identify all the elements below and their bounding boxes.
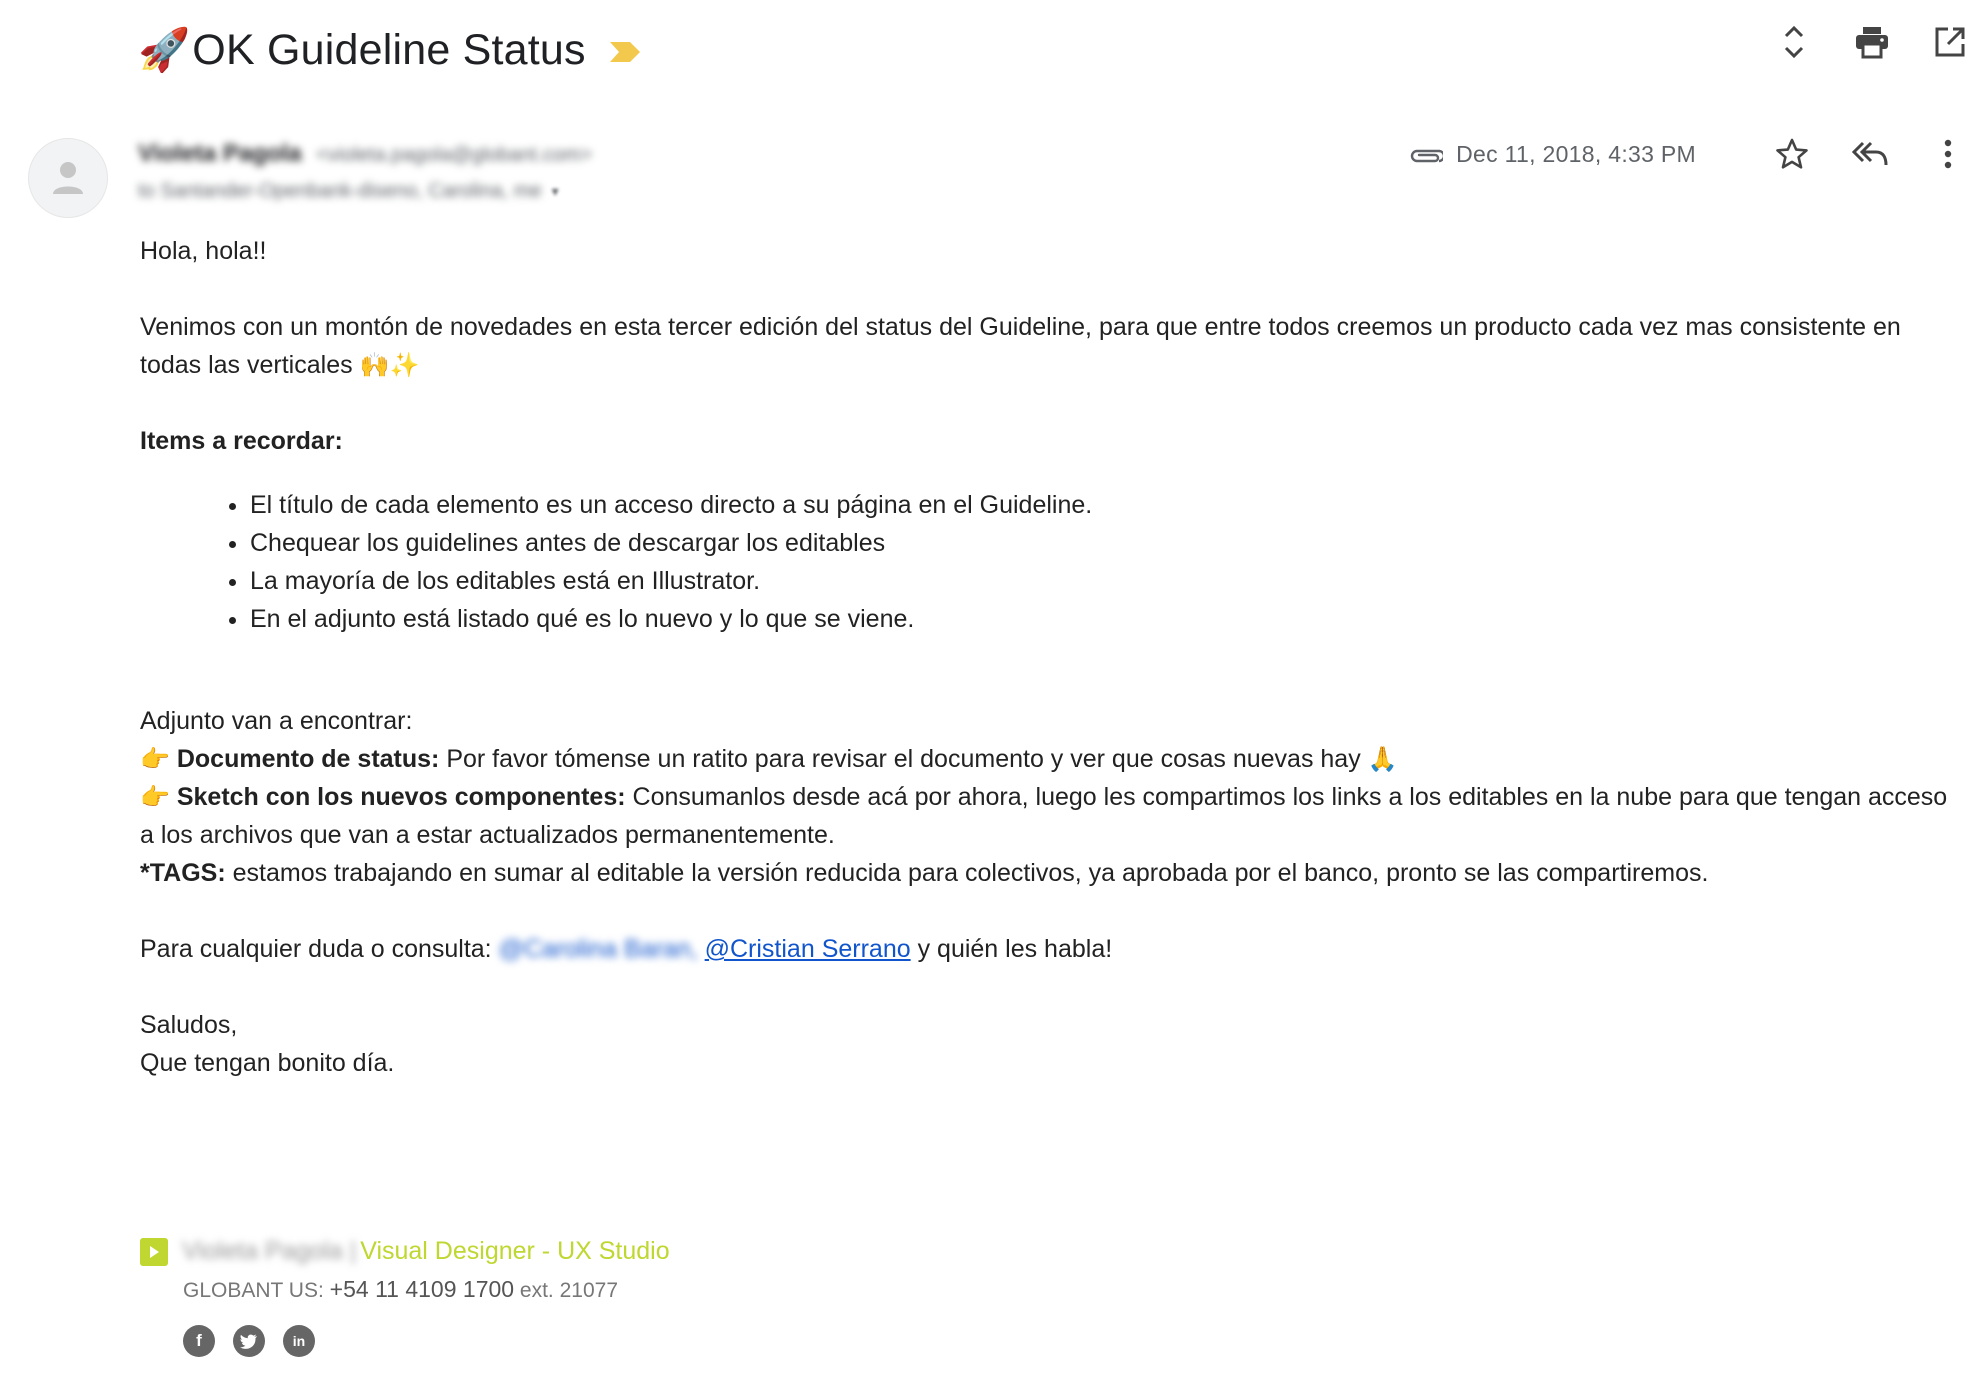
recipients-text: to Santander-Openbank-diseno, Carolina, me	[138, 180, 542, 202]
signature-phone-line	[183, 1276, 670, 1303]
facebook-icon[interactable]: f	[183, 1325, 215, 1357]
subject-title: OK Guideline Status	[192, 25, 586, 74]
tags-text: estamos trabajando en sumar al editable la versión reducida para colectivos, ya aprobada por el banco, pronto se las compartiremos.	[232, 859, 1709, 887]
list-item: • El título de cada elemento es un acceso directo a su página en el Guideline.	[250, 486, 1955, 524]
subject-header	[138, 18, 642, 82]
recipients-line[interactable]	[138, 180, 592, 203]
closing-wish: Que tengan bonito día.	[140, 1049, 395, 1077]
sender-email: <violeta.pagola@globant.com>	[316, 144, 593, 166]
intro-paragraph	[140, 308, 1955, 384]
open-in-new-window-icon[interactable]	[1930, 22, 1970, 62]
tags-label: *TAGS:	[140, 859, 226, 887]
social-links	[183, 1325, 670, 1357]
sender-name[interactable]: Violeta Pagola	[138, 140, 302, 167]
message-date: Dec 11, 2018, 4:33 PM	[1456, 140, 1696, 167]
pointing-hand-emoji: 👉	[140, 745, 170, 773]
list-item: • En el adjunto está listado qué es lo nuevo y lo que se viene.	[250, 600, 1955, 638]
linkedin-icon[interactable]: in	[283, 1325, 315, 1357]
globant-logo-icon	[140, 1238, 168, 1266]
sketch-label: Sketch con los nuevos componentes:	[176, 783, 626, 811]
importance-marker-icon[interactable]	[608, 40, 642, 64]
praying-hands-emoji: 🙏	[1367, 745, 1398, 773]
intro-text: Venimos con un montón de novedades en esta tercer edición del status del Guideline, para que entre todos creemos un producto cada vez mas consistente en todas las verticales	[140, 313, 1901, 379]
signature-role: Visual Designer - UX Studio	[360, 1237, 670, 1265]
doc-status-label: Documento de status:	[176, 745, 440, 773]
reply-all-icon[interactable]	[1848, 132, 1892, 176]
print-icon[interactable]	[1852, 22, 1892, 62]
closing-salutation: Saludos,	[140, 1011, 238, 1039]
rocket-emoji: 🚀	[138, 25, 191, 73]
contact-prefix: Para cualquier duda o consulta:	[140, 935, 492, 963]
items-heading: Items a recordar:	[140, 427, 343, 455]
tags-line	[140, 854, 1955, 892]
email-signature	[140, 1237, 670, 1357]
attachment-icon	[1408, 136, 1444, 172]
sketch-line	[140, 778, 1955, 854]
signature-name: Violeta Pagola |	[182, 1237, 357, 1265]
list-item: • Chequear los guidelines antes de descargar los editables	[250, 524, 1955, 562]
list-item: • La mayoría de los editables está en Illustrator.	[250, 562, 1955, 600]
twitter-icon[interactable]	[233, 1325, 265, 1357]
recipients-dropdown-icon[interactable]: ▾	[551, 183, 559, 199]
attachments-intro: Adjunto van a encontrar:	[140, 707, 413, 735]
greeting: Hola, hola!!	[140, 237, 267, 265]
sender-info	[138, 140, 592, 203]
message-toolbar	[1774, 22, 1970, 62]
person-icon	[50, 158, 86, 198]
message-meta	[1408, 132, 1970, 176]
sketch-text: Consumanlos desde acá por ahora, luego les compartimos los links a los editables en la nube para que tengan acceso a los archivos que van a estar actualizados permanentemente.	[140, 783, 1948, 849]
sender-avatar[interactable]	[28, 138, 108, 218]
phone-number[interactable]: +54 11 4109 1700	[329, 1276, 515, 1302]
more-options-icon[interactable]	[1926, 132, 1970, 176]
expand-all-icon[interactable]	[1774, 22, 1814, 62]
message-body	[140, 232, 1955, 1082]
contact-suffix: y quién les habla!	[917, 935, 1113, 963]
star-icon[interactable]	[1770, 132, 1814, 176]
reminder-list	[250, 486, 1955, 638]
doc-status-text: Por favor tómense un ratito para revisar el documento y ver que cosas nuevas hay	[446, 745, 1361, 773]
company-label: GLOBANT US:	[183, 1279, 324, 1302]
pointing-hand-emoji: 👉	[140, 783, 170, 811]
mention-cristian-link[interactable]: @Cristian Serrano	[704, 935, 911, 963]
mention-carolina-link[interactable]: @Carolina Baran,	[498, 935, 698, 963]
raised-hands-sparkles-emoji: 🙌✨	[359, 351, 420, 379]
phone-extension: ext. 21077	[519, 1279, 619, 1302]
doc-status-line	[140, 740, 1955, 778]
contact-line	[140, 930, 1955, 968]
